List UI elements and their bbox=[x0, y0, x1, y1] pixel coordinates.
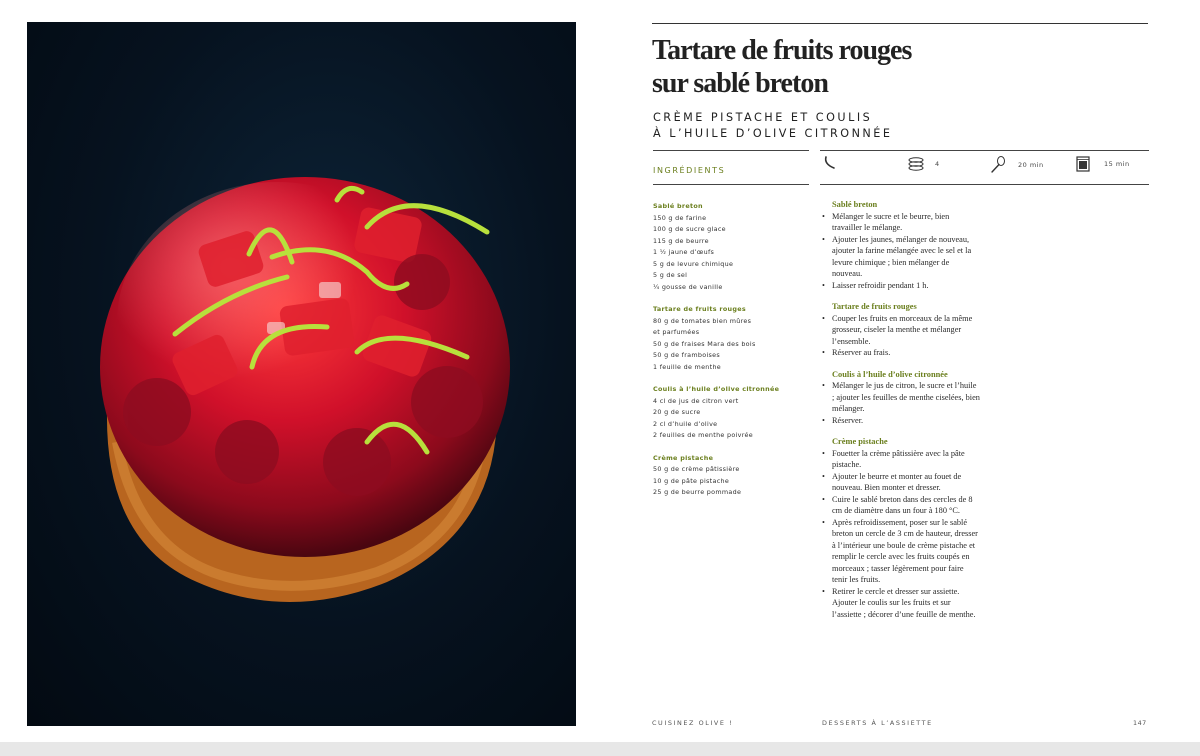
ingredient-group bbox=[653, 384, 813, 442]
step-item: • Retirer le cercle et dresser sur assiette. Ajouter le coulis sur les fruits et sur l’assiette ; décorer d’une feuille de menthe. bbox=[820, 586, 980, 621]
subtitle-line-1: CRÈME PISTACHE ET COULIS bbox=[653, 111, 873, 124]
step-list bbox=[820, 313, 980, 359]
whisk-icon bbox=[990, 156, 1006, 174]
ingredient-item: 25 g de beurre pommade bbox=[653, 488, 742, 496]
ingredient-item: 50 g de crème pâtissière bbox=[653, 465, 740, 473]
ingredient-item: 20 g de sucre bbox=[653, 408, 701, 416]
step-item: • Ajouter le beurre et monter au fouet de nouveau. Bien monter et dresser. bbox=[820, 471, 980, 494]
ingredient-item: 10 g de pâte pistache bbox=[653, 476, 730, 485]
step-item: • Fouetter la crème pâtissière avec la pâte pistache. bbox=[820, 448, 980, 471]
step-item: • Réserver. bbox=[820, 415, 980, 427]
ingredient-item: 1 ½ jaune d’œufs bbox=[653, 248, 715, 256]
ingredient-item: 2 cl d’huile d’olive bbox=[653, 419, 718, 428]
recipe-title bbox=[652, 34, 1132, 100]
step-item: • Cuire le sablé breton dans des cercles de 8 cm de diamètre dans un four à 180 °C. bbox=[820, 494, 980, 517]
step-group bbox=[820, 199, 980, 291]
ingredient-group-title: Tartare de fruits rouges bbox=[653, 305, 746, 313]
page-bottom-strip bbox=[0, 742, 1200, 756]
steps-list bbox=[820, 199, 980, 630]
step-item: • Laisser refroidir pendant 1 h. bbox=[820, 280, 980, 292]
step-item: • Couper les fruits en morceaux de la même grosseur, ciseler la menthe et mélanger l’ensemble. bbox=[820, 313, 980, 348]
step-list bbox=[820, 211, 980, 292]
ingredient-group-title: Crème pistache bbox=[653, 453, 714, 462]
ingredient-group-title: Coulis à l’huile d’olive citronnée bbox=[653, 385, 780, 393]
ingredients-heading: INGRÉDIENTS bbox=[653, 166, 726, 175]
ingredient-group bbox=[653, 453, 813, 499]
page-number: 147 bbox=[1133, 719, 1147, 727]
ingredient-item: 100 g de sucre glace bbox=[653, 225, 726, 233]
step-item: • Après refroidissement, poser sur le sablé breton un cercle de 3 cm de hauteur, dresser à l’intérieur une boule de crème pistache et remplir le cercle avec les fruits coupés en morceaux ; tasser légèrement pour faire tenir les fruits. bbox=[820, 517, 980, 586]
step-item: • Mélanger le sucre et le beurre, bien travailler le mélange. bbox=[820, 211, 980, 234]
oven-icon bbox=[1076, 156, 1090, 172]
ingredient-item: ¼ gousse de vanille bbox=[653, 282, 723, 291]
recipe-subtitle bbox=[653, 110, 1133, 142]
servings-value: 4 bbox=[935, 160, 940, 168]
subtitle-line-2: À L’HUILE D’OLIVE CITRONNÉE bbox=[653, 127, 893, 140]
step-group bbox=[820, 369, 980, 427]
step-group-title: Crème pistache bbox=[832, 437, 888, 446]
ingredients-list bbox=[653, 201, 813, 510]
ingredient-item: 1 feuille de menthe bbox=[653, 362, 722, 371]
meta-servings bbox=[906, 156, 940, 172]
prep-time-value: 20 min bbox=[1018, 161, 1044, 169]
step-group-title: Tartare de fruits rouges bbox=[832, 302, 917, 311]
step-group-title: Coulis à l’huile d’olive citronnée bbox=[832, 369, 948, 379]
ingredient-item: 80 g de tomates bien mûres bbox=[653, 316, 752, 325]
step-item: • Ajouter les jaunes, mélanger de nouveau, ajouter la farine mélangée avec le sel et la levure chimique ; bien mélanger de nouveau. bbox=[820, 234, 980, 280]
meta-leaf bbox=[822, 156, 836, 170]
ingredients-rule-bottom bbox=[653, 184, 809, 185]
step-group bbox=[820, 301, 980, 359]
step-group-title: Sablé breton bbox=[832, 200, 878, 209]
meta-cook-time bbox=[1076, 156, 1130, 172]
ingredient-group-title: Sablé breton bbox=[653, 202, 703, 210]
ingredient-group bbox=[653, 304, 813, 373]
title-line-2: sur sablé breton bbox=[652, 68, 828, 99]
ingredient-item: 4 cl de jus de citron vert bbox=[653, 396, 739, 405]
meta-rule-bottom bbox=[820, 184, 1149, 185]
ingredient-item: 50 g de framboises bbox=[653, 351, 721, 359]
top-rule bbox=[652, 23, 1148, 24]
step-list bbox=[820, 380, 980, 426]
ingredient-item: 5 g de levure chimique bbox=[653, 259, 734, 268]
dessert-photo bbox=[27, 22, 576, 726]
ingredient-item: et parfumées bbox=[653, 328, 700, 336]
tartare-illustration bbox=[27, 22, 576, 726]
footer-book: CUISINEZ OLIVE ! bbox=[652, 719, 734, 727]
ingredients-rule-top bbox=[653, 150, 809, 151]
step-list bbox=[820, 448, 980, 621]
ingredient-item: 5 g de sel bbox=[653, 271, 688, 279]
title-line-1: Tartare de fruits rouges bbox=[652, 35, 912, 66]
ingredient-item: 50 g de fraises Mara des bois bbox=[653, 339, 756, 348]
step-group bbox=[820, 436, 980, 620]
footer-section: DESSERTS À L’ASSIETTE bbox=[822, 719, 933, 727]
step-item: • Mélanger le jus de citron, le sucre et l’huile ; ajouter les feuilles de menthe ciselées, bien mélanger. bbox=[820, 380, 980, 415]
ingredient-group bbox=[653, 201, 813, 293]
meta-prep-time bbox=[990, 156, 1044, 174]
meta-rule-top bbox=[820, 150, 1149, 151]
leaf-icon bbox=[822, 156, 836, 170]
ingredient-item: 115 g de beurre bbox=[653, 236, 709, 245]
plate-icon bbox=[906, 156, 926, 172]
ingredient-item: 2 feuilles de menthe poivrée bbox=[653, 431, 753, 439]
step-item: • Réserver au frais. bbox=[820, 347, 980, 359]
cook-time-value: 15 min bbox=[1104, 160, 1130, 168]
ingredient-item: 150 g de farine bbox=[653, 213, 707, 222]
